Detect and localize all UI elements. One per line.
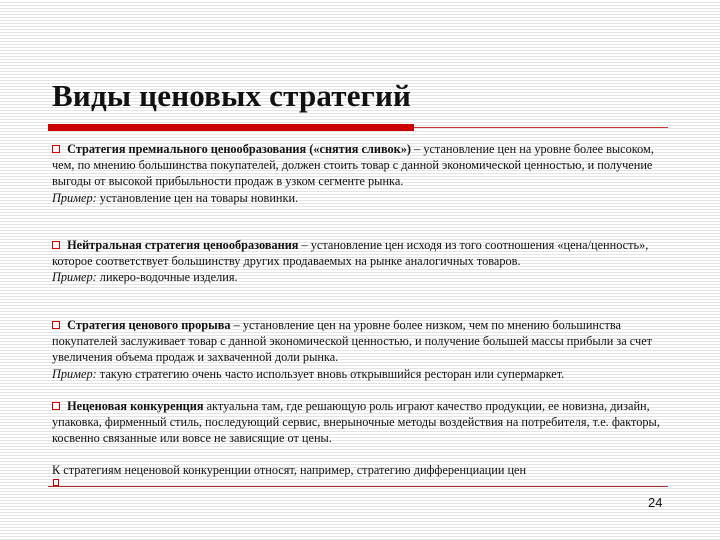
slide-title: Виды ценовых стратегий — [52, 78, 412, 113]
item-text: актуальна там, где решающую роль играют качество продукции, ее новизна, дизайн, упаковка, фирменный стиль, последующий сервис, внерыночные методы воздействия на потребителя, т.е. факторы, косвенно связанные или вовсе не зависящие от цены. — [52, 399, 660, 446]
square-bullet-icon — [53, 479, 59, 486]
item-text: – установление цен на уровне более низком, чем по мнению большинства покупателей заслуживает товар с данной экономической ценностью, и получение большей массы прибыли за счет увеличения объема продаж и захваченной доли рынка. — [52, 318, 653, 365]
square-bullet-icon — [52, 402, 60, 410]
square-bullet-icon — [52, 321, 60, 329]
bottom-divider — [48, 486, 668, 487]
example-text: такую стратегию очень часто использует вновь открывшийся ресторан или супермаркет. — [96, 366, 565, 381]
example-text: установление цен на товары новинки. — [96, 190, 299, 205]
example-text: ликеро-водочные изделия. — [96, 270, 238, 285]
page-number: 24 — [648, 495, 663, 510]
list-item-non-price-competition — [52, 398, 664, 447]
title-underline-bar — [48, 124, 414, 131]
item-heading: Стратегия премиального ценообразования («снятия сливок») — [67, 142, 412, 156]
list-item-premium-pricing — [52, 141, 664, 206]
title-underline-line — [414, 127, 668, 128]
square-bullet-icon — [52, 145, 60, 153]
item-heading: Неценовая конкуренция — [67, 399, 204, 413]
item-text: – установление цен на уровне более высоком, чем, по мнению большинства покупателей, должен стоить товар с данной экономической ценностью, и получение выгоды от высокой прибыльности продаж в узком сегменте рынка. — [52, 142, 654, 189]
example-label: Пример: — [52, 366, 97, 381]
item-text: – установление цен исходя из того соотношения «цена/ценность», которое соответствует большинству других продаваемых на рынке аналогичных товаров. — [52, 238, 649, 269]
footer-note: К стратегиям неценовой конкуренции относят, например, стратегию дифференциации цен — [52, 463, 527, 477]
item-heading: Стратегия ценового прорыва — [67, 318, 231, 332]
example-label: Пример: — [52, 270, 97, 285]
list-item-neutral-pricing — [52, 237, 664, 286]
item-heading: Нейтральная стратегия ценообразования — [67, 238, 299, 252]
list-item-penetration-pricing — [52, 317, 664, 382]
square-bullet-icon — [52, 241, 60, 249]
example-label: Пример: — [52, 190, 97, 205]
